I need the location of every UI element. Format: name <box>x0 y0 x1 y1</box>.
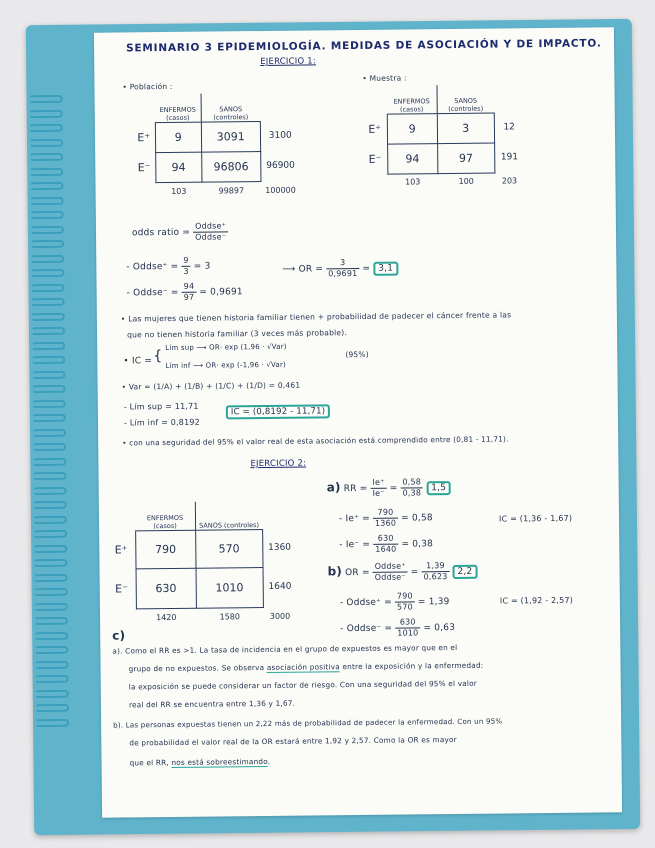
od-pos-label: - Oddse⁺ = <box>339 597 392 609</box>
mue-row-unexposed: E⁻ <box>368 152 382 166</box>
pob-cell-b: 3091 <box>201 121 260 152</box>
spiral-coil <box>29 182 63 190</box>
or-calculation <box>282 258 398 280</box>
spiral-coil <box>29 167 63 175</box>
spiral-coil <box>31 312 65 320</box>
ej2-or-num: Oddse⁺ <box>373 561 408 572</box>
answer-b-line-3-post: . <box>267 756 271 766</box>
spiral-coil <box>34 660 68 668</box>
rr-formula <box>327 477 452 499</box>
spiral-coil <box>34 588 68 596</box>
mue-row1-total: 12 <box>503 122 515 133</box>
mue-row-exposed: E⁺ <box>368 122 382 136</box>
od-neg-num: 630 <box>395 617 420 628</box>
positive-association-highlight: asociación positiva <box>266 662 340 672</box>
ej2-col1-total: 1420 <box>156 612 177 622</box>
spiral-coil <box>30 254 64 262</box>
ic-upper-formula: Lím sup ⟶ OR· exp (1,96 · √Var) <box>165 342 287 353</box>
notebook-page <box>94 27 622 817</box>
spiral-coil <box>32 399 66 407</box>
ej2-cell-d: 1010 <box>196 567 263 608</box>
answer-b-line-1: b). Las personas expuestas tienen un 2,22 más de probabilidad de padecer la enfermedad. Con un 95% <box>113 716 503 730</box>
pob-cell-c: 94 <box>155 152 202 182</box>
spiral-coil <box>29 138 63 146</box>
ej2-row1-total: 1360 <box>268 542 292 553</box>
spiral-coil <box>32 457 66 465</box>
answer-a-line-1: a). Como el RR es >1. La tasa de incidencia en el grupo de expuestos es mayor que en el <box>112 642 458 656</box>
spiral-coil <box>30 211 64 219</box>
confidence-statement: • con una seguridad del 95% el valor real de esta asociación está comprendido entre (0,81 - 11,71). <box>122 434 509 448</box>
spiral-coil <box>34 573 68 581</box>
or-num: 3 <box>326 258 359 269</box>
od-pos-result: = 1,39 <box>417 597 450 608</box>
spiral-coil <box>35 704 69 712</box>
upper-limit: - Lím sup = 11,71 <box>123 401 199 412</box>
rr-result-box: 1,5 <box>426 481 451 495</box>
od-neg-result: = 0,63 <box>423 622 456 634</box>
rr-value-num: 0,58 <box>400 477 423 488</box>
or-den: 0,9691 <box>328 268 358 279</box>
rr-label: RR = <box>343 483 368 495</box>
mue-col-sanos: SANOS (controles) <box>437 85 494 114</box>
variance-line: • Var = (1/A) + (1/B) + (1/C) + (1/D) = 0,461 <box>121 380 301 392</box>
pob-grand-total: 100000 <box>265 185 296 195</box>
spiral-coil <box>32 428 66 436</box>
pob-col2-total: 99897 <box>218 185 245 196</box>
ej2-or-value-den: 0,623 <box>423 572 448 582</box>
ic-rr: IC = (1,36 - 1,67) <box>498 513 573 524</box>
ej2-or-formula <box>327 561 477 584</box>
rr-equals: = <box>389 483 398 494</box>
odds-ratio-formula <box>132 221 228 243</box>
part-a-label: a) <box>326 480 341 495</box>
pob-row2-total: 96900 <box>266 160 295 171</box>
spiral-binding <box>29 95 76 735</box>
answer-b-line-3-pre: que el RR, <box>129 757 172 768</box>
ic-lower-formula: Lím inf ⟶ OR· exp (-1,96 · √Var) <box>165 360 286 371</box>
spiral-coil <box>33 559 67 567</box>
oddse-neg-num: 94 <box>182 282 197 293</box>
odds-ratio-den: Oddse⁻ <box>195 232 227 242</box>
spiral-coil <box>32 385 66 393</box>
answer-a-line-2-post: entre la exposición y la enfermedad: <box>339 660 484 672</box>
spiral-coil <box>33 530 67 538</box>
ie-neg-result: = 0,38 <box>401 539 434 550</box>
oddse-neg-line <box>127 281 243 303</box>
spiral-coil <box>34 602 68 610</box>
answer-a-line-4: real del RR se encuentra entre 1,36 y 1,67. <box>128 698 296 710</box>
ej2-cell-c: 630 <box>136 568 197 609</box>
ej2-col2-total: 1580 <box>219 611 240 622</box>
spiral-coil <box>29 109 63 117</box>
oddse-neg-den: 97 <box>183 292 195 302</box>
or-result-box: 3,1 <box>373 262 398 276</box>
ic-result-box: IC = (0,8192 - 11,71) <box>226 404 331 419</box>
ie-pos-line <box>339 507 433 529</box>
ej2-col-enfermos: ENFERMOS (casos) <box>135 502 196 531</box>
ej2-row-unexposed: E⁻ <box>115 581 128 596</box>
mue-col1-total: 103 <box>405 177 421 187</box>
spiral-coil <box>30 240 64 248</box>
poblacion-label: • Población : <box>122 81 173 92</box>
muestra-label: • Muestra : <box>362 73 407 83</box>
od-pos-line <box>340 591 450 613</box>
answer-b-line-3 <box>130 757 271 767</box>
oddse-pos-num: 9 <box>181 256 190 267</box>
ej2-cell-a: 790 <box>135 530 196 569</box>
spiral-coil <box>35 718 69 726</box>
ej2-contingency-table <box>107 501 297 627</box>
page-title: SEMINARIO 3 EPIDEMIOLOGÍA. MEDIDAS DE ASOCIACIÓN Y DE IMPACTO. <box>126 37 602 55</box>
or-arrow-label: ⟶ OR = <box>282 264 324 275</box>
pob-row-exposed: E⁺ <box>137 130 151 144</box>
spiral-coil <box>31 298 65 306</box>
spiral-coil <box>29 153 63 161</box>
spiral-coil <box>30 196 64 204</box>
pob-col-sanos: SANOS (controles) <box>201 93 260 122</box>
spiral-coil <box>30 269 64 277</box>
od-neg-label: - Oddse⁻ = <box>340 623 393 635</box>
spiral-coil <box>33 486 67 494</box>
spiral-coil <box>34 617 68 625</box>
oddse-pos-result: = 3 <box>193 261 211 272</box>
spiral-coil <box>32 472 66 480</box>
ic-or: IC = (1,92 - 2,57) <box>499 595 574 606</box>
spiral-coil <box>33 501 67 509</box>
pob-cell-d: 96806 <box>202 151 261 182</box>
ej2-or-value-num: 1,39 <box>421 561 449 572</box>
spiral-coil <box>31 356 65 364</box>
spiral-coil <box>34 631 68 639</box>
spiral-coil <box>34 646 68 654</box>
part-b-label: b) <box>327 564 343 579</box>
spiral-coil <box>30 283 64 291</box>
answer-b-line-2: de probabilidad el valor real de la OR estará entre 1,92 y 2,57. Como la OR es mayor <box>129 734 457 748</box>
oddse-neg-result: = 0,9691 <box>199 287 243 298</box>
od-pos-num: 790 <box>395 591 415 602</box>
mue-col2-total: 100 <box>458 176 474 186</box>
spiral-coil <box>31 370 65 378</box>
spiral-coil <box>33 544 67 552</box>
mue-grand-total: 203 <box>501 175 518 185</box>
answer-a-line-2-pre: grupo de no expuestos. Se observa <box>128 662 267 674</box>
overestimating-highlight: nos está sobreestimando <box>171 756 268 767</box>
spiral-coil <box>35 675 69 683</box>
conclusion-line-1: • Las mujeres que tienen historia familiar tienen + probabilidad de padecer el cáncer frente a las <box>120 310 512 324</box>
ie-neg-den: 1640 <box>375 544 397 554</box>
spiral-coil <box>29 95 63 103</box>
pob-col1-total: 103 <box>171 186 187 196</box>
ic-label: • IC = <box>123 356 153 367</box>
oddse-pos-label: - Oddse⁺ = <box>126 261 179 273</box>
ej2-or-equals: = <box>410 567 419 578</box>
mue-row2-total: 191 <box>500 152 519 163</box>
odds-ratio-num: Oddse⁺ <box>193 221 228 232</box>
spiral-coil <box>31 341 65 349</box>
exercise-2-heading: EJERCICIO 2: <box>250 458 307 470</box>
od-neg-line <box>340 617 455 639</box>
conclusion-line-2: que no tienen historia familiar (3 veces más probable). <box>127 328 348 340</box>
ej2-row2-total: 1640 <box>268 581 292 592</box>
ej2-or-label: OR = <box>345 567 370 579</box>
spiral-coil <box>32 443 66 451</box>
spiral-coil <box>31 327 65 335</box>
answer-a-line-3: la exposición se puede considerar un factor de riesgo. Con una seguridad del 95% el valor <box>128 678 478 692</box>
ie-pos-label: - Ie⁺ = <box>338 513 370 525</box>
ie-pos-den: 1360 <box>374 518 397 528</box>
mue-cell-a: 9 <box>387 113 438 144</box>
rr-num: Ie⁺ <box>370 478 386 489</box>
spiral-coil <box>30 225 64 233</box>
muestra-contingency-table <box>362 84 524 190</box>
pob-col-enfermos: ENFERMOS (casos) <box>155 94 202 122</box>
mue-col-enfermos: ENFERMOS (casos) <box>386 85 437 114</box>
poblacion-contingency-table <box>133 93 301 201</box>
ie-pos-result: = 0,58 <box>401 513 433 524</box>
ie-pos-num: 790 <box>373 508 398 519</box>
spiral-coil <box>33 515 67 523</box>
ej2-or-result-box: 2,2 <box>452 565 477 579</box>
lower-limit: - Lím inf = 0,8192 <box>123 417 200 428</box>
ej2-grand-total: 3000 <box>269 611 291 621</box>
ie-neg-line <box>339 533 433 555</box>
oddse-pos-line <box>126 256 210 278</box>
spiral-coil <box>32 414 66 422</box>
od-neg-den: 1010 <box>397 628 419 638</box>
ej2-or-den: Oddse⁻ <box>374 572 406 582</box>
od-pos-den: 570 <box>396 602 413 612</box>
ie-neg-num: 630 <box>373 534 398 545</box>
oddse-neg-label: - Oddse⁻ = <box>126 287 179 299</box>
ej2-row-exposed: E⁺ <box>114 542 128 557</box>
odds-ratio-label: odds ratio = <box>131 227 191 239</box>
ej2-col-sanos: SANOS (controles) <box>195 501 262 530</box>
pob-row-unexposed: E⁻ <box>137 160 151 174</box>
answer-a-line-2 <box>129 661 484 674</box>
mue-cell-b: 3 <box>437 113 494 144</box>
ic-percent: (95%) <box>345 349 369 360</box>
oddse-pos-den: 3 <box>183 266 189 276</box>
spiral-coil <box>35 689 69 697</box>
ie-neg-label: - Ie⁻ = <box>339 539 371 551</box>
rr-value-den: 0,38 <box>402 488 422 498</box>
mue-cell-c: 94 <box>387 143 438 174</box>
mue-cell-d: 97 <box>438 143 495 174</box>
pob-row1-total: 3100 <box>268 130 292 141</box>
spiral-coil <box>29 124 63 132</box>
rr-den: Ie⁻ <box>372 488 385 498</box>
exercise-1-heading: EJERCICIO 1: <box>260 56 316 68</box>
ic-brace: { <box>153 348 163 365</box>
part-c-label: c) <box>112 628 126 643</box>
pob-cell-a: 9 <box>155 122 202 152</box>
or-equals: = <box>362 263 371 274</box>
ej2-cell-b: 570 <box>196 529 263 568</box>
